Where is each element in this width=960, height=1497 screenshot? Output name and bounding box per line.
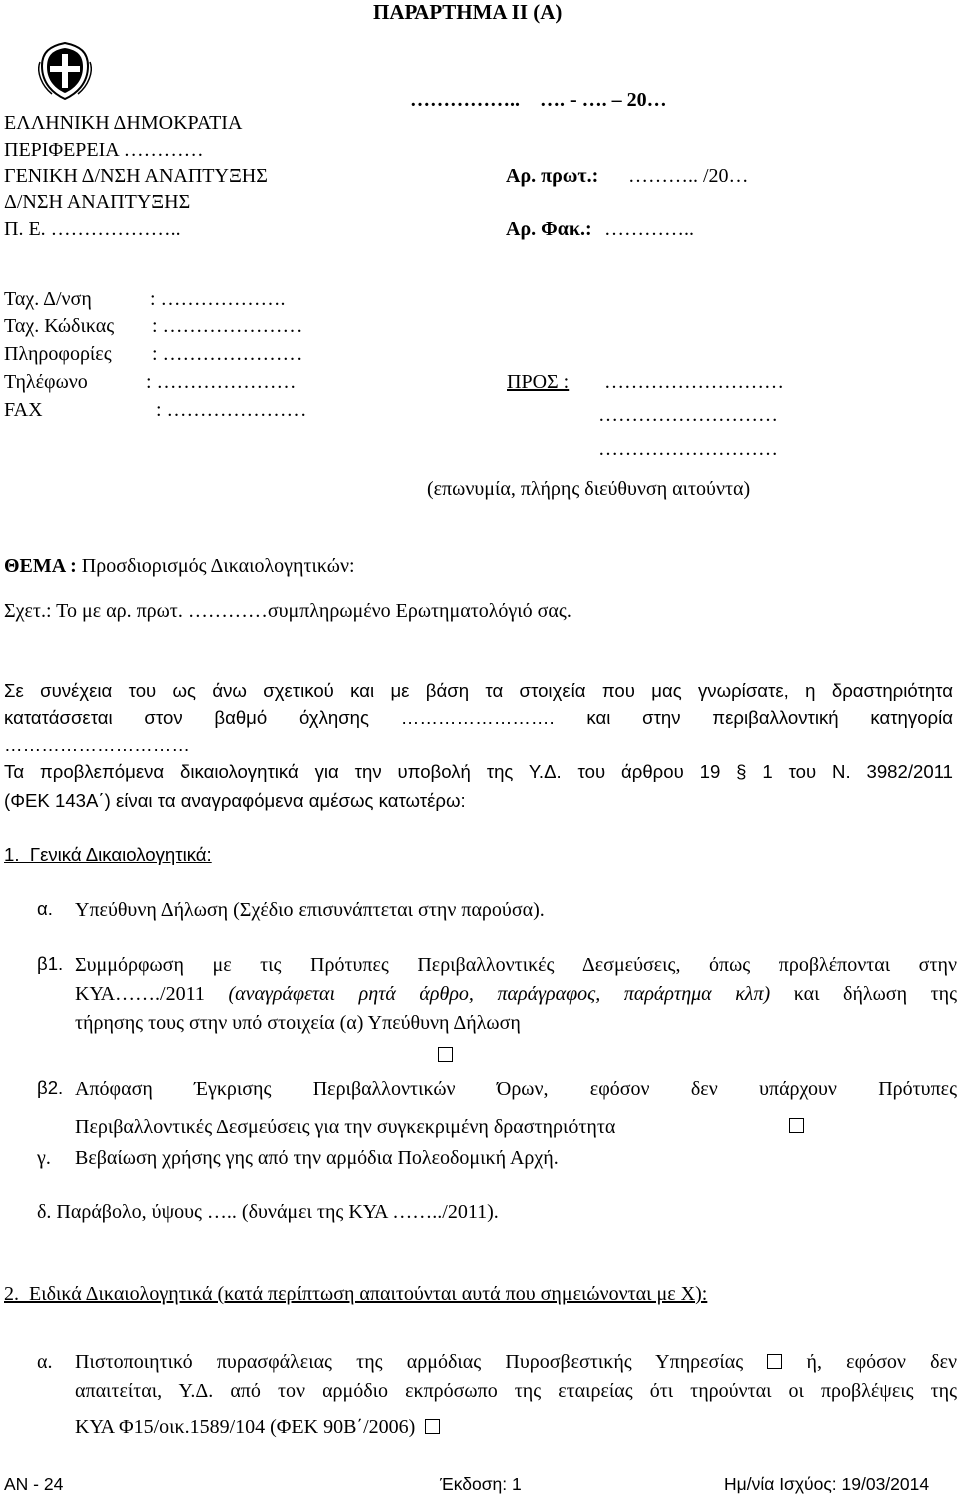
intro-line: ………………………… <box>4 734 190 755</box>
item-text-line <box>75 1350 957 1374</box>
authority-line: ΕΛΛΗΝΙΚΗ ΔΗΜΟΚΡΑΤΙΑ <box>4 112 243 134</box>
item-text-end: ή, εφόσον δεν <box>806 1351 958 1373</box>
checkbox[interactable] <box>438 1047 453 1062</box>
contact-label: Τηλέφωνο <box>4 371 88 393</box>
item-text-end: και δήλωση της <box>793 983 957 1005</box>
footer-edition: Έκδοση: 1 <box>440 1474 522 1494</box>
checkbox[interactable] <box>789 1118 804 1133</box>
item-text: Βεβαίωση χρήσης γης από την αρμόδια Πολεοδομική Αρχή. <box>75 1147 559 1169</box>
kya-reference: ΚΥΑ……./2011 <box>75 983 205 1005</box>
item-text: Περιβαλλοντικές Δεσμεύσεις για την συγκεκριμένη δραστηριότητα <box>75 1116 616 1138</box>
recipient-hint: (επωνυμία, πλήρης διεύθυνση αιτούντα) <box>427 478 751 500</box>
item-text: ΚΥΑ Φ15/οικ.1589/104 (ΦΕΚ 90Β΄/2006) <box>75 1416 416 1438</box>
item-text-line <box>75 982 957 1006</box>
date-field: …………….. …. - …. – 20… <box>410 89 667 111</box>
item-label: γ. <box>37 1147 51 1169</box>
contact-label: Ταχ. Κώδικας <box>4 315 115 337</box>
checkbox[interactable] <box>767 1354 782 1369</box>
authority-line: ΓΕΝΙΚΗ Δ/ΝΣΗ ΑΝΑΠΤΥΞΗΣ <box>4 165 268 187</box>
authority-line: Δ/ΝΣΗ ΑΝΑΠΤΥΞΗΣ <box>4 191 191 213</box>
subject-label: ΘΕΜΑ : <box>4 555 77 577</box>
fee-item: δ. Παράβολο, ύψους ….. (δυνάμει της ΚΥΑ ……../2011). <box>37 1201 499 1223</box>
section1-title: 1. Γενικά Δικαιολογητικά: <box>4 844 212 865</box>
contact-label: Πληροφορίες <box>4 343 112 365</box>
intro-line: Τα προβλεπόμενα δικαιολογητικά για την υποβολή της Υ.Δ. του άρθρου 19 § 1 του Ν. 3982/2011 <box>4 761 953 782</box>
intro-line: (ΦΕΚ 143Α΄) είναι τα αναγραφόμενα αμέσως κατωτέρω: <box>4 790 466 811</box>
intro-line: Σε συνέχεια του ως άνω σχετικού και με βάση τα στοιχεία που μας γνωρίσατε, η δραστηριότητα <box>4 680 953 701</box>
recipient-line: ……………………… <box>604 371 784 393</box>
item-text-line <box>75 1415 440 1439</box>
section2-title: 2. Ειδικά Δικαιολογητικά (κατά περίπτωση απαιτούνται αυτά που σημειώνονται με Χ): <box>4 1283 708 1305</box>
recipient-line: ……………………… <box>598 404 778 426</box>
item-label: β2. <box>37 1077 64 1098</box>
item-label: α. <box>37 1351 53 1373</box>
contact-value: : ………………… <box>146 371 297 393</box>
checkbox[interactable] <box>425 1419 440 1434</box>
annex-title: ΠΑΡΑΡΤΗΜΑ ΙΙ (Α) <box>373 0 563 24</box>
item-text: Απόφαση Έγκρισης Περιβαλλοντικών Όρων, εφόσον δεν υπάρχουν Πρότυπες <box>75 1078 957 1100</box>
subject-line <box>4 554 355 578</box>
footer-validity: Ημ/νία Ισχύος: 19/03/2014 <box>724 1474 930 1494</box>
item-text: Συμμόρφωση με τις Πρότυπες Περιβαλλοντικές Δεσμεύσεις, όπως προβλέπονται στην <box>75 954 957 976</box>
recipient-label: ΠΡΟΣ : <box>507 371 570 393</box>
contact-value: : ………………… <box>152 315 303 337</box>
file-number-value: ………….. <box>604 218 694 240</box>
contact-label: FAX <box>4 399 43 421</box>
item-label: α. <box>37 898 53 919</box>
authority-line: Π. Ε. ……………….. <box>4 218 181 240</box>
intro-line: κατατάσσεται στον βαθμό όχλησης ……………………. και στην περιβαλλοντική κατηγορία <box>4 707 953 728</box>
item-text: απαιτείται, Υ.Δ. από τον αρμόδιο εκπρόσωπο της εταιρείας ότι τηρούνται οι προβλέψεις της <box>75 1380 957 1402</box>
contact-value: : ………………. <box>150 288 286 310</box>
protocol-label: Αρ. πρωτ.: <box>506 165 599 187</box>
recipient-line: ……………………… <box>598 438 778 460</box>
authority-line: ΠΕΡΙΦΕΡΕΙΑ ………… <box>4 139 204 161</box>
protocol-value: ……….. /20… <box>628 165 749 187</box>
file-number-label: Αρ. Φακ.: <box>506 218 592 240</box>
item-note: (αναγράφεται ρητά άρθρο, παράγραφος, παράρτημα κλπ) <box>228 983 771 1005</box>
reference-line: Σχετ.: Το με αρ. πρωτ. …………συμπληρωμένο Ερωτηματολόγιό σας. <box>4 600 572 622</box>
item-text: Πιστοποιητικό πυρασφάλειας της αρμόδιας Πυροσβεστικής Υπηρεσίας <box>75 1351 744 1373</box>
contact-label: Ταχ. Δ/νση <box>4 288 92 310</box>
contact-value: : ………………… <box>156 399 307 421</box>
contact-value: : ………………… <box>152 343 303 365</box>
greek-emblem-icon <box>38 42 92 100</box>
item-label: β1. <box>37 953 64 974</box>
subject-text: Προσδιορισμός Δικαιολογητικών: <box>81 555 355 577</box>
item-text: τήρησης τους στην υπό στοιχεία (α) Υπεύθυνη Δήλωση <box>75 1012 521 1034</box>
item-text: Υπεύθυνη Δήλωση (Σχέδιο επισυνάπτεται στην παρούσα). <box>75 899 545 921</box>
footer-code: ΑΝ - 24 <box>4 1474 64 1494</box>
